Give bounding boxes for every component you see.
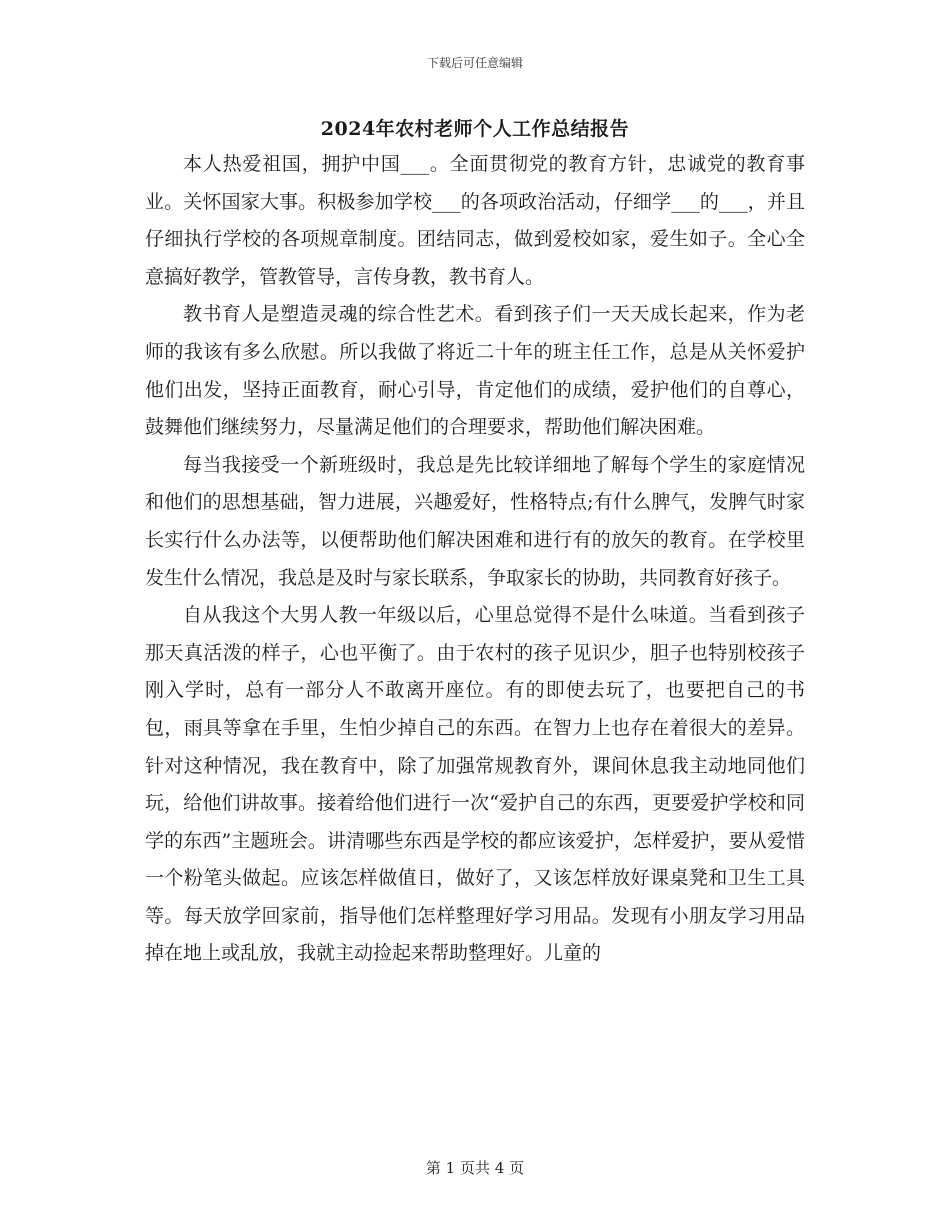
header-note: 下载后可任意编辑 — [426, 56, 523, 70]
page-footer: 第 1 页共 4 页 — [425, 1159, 525, 1177]
paragraph: 自从我这个大男人教一年级以后，心里总觉得不是什么味道。当看到孩子那天真活泼的样子，心也平衡了。由于农村的孩子见识少，胆子也特别校孩子刚入学时，总有一部分人不敢离开座位。有的即使去玩了，也要把自己的书包，雨具等拿在手里，生怕少掉自己的东西。在智力上也存在着很大的差异。针对这种情况，我在教育中，除了加强常规教育外，课间休息我主动地同他们玩，给他们讲故事。接着给他们进行一次“爱护自己的东西，更要爱护学校和同学的东西”主题班会。讲清哪些东西是学校的都应该爱护，怎样爱护，要从爱惜一个粉笔头做起。应该怎样做值日，做好了，又该怎样放好课桌凳和卫生工具等。每天放学回家前，指导他们怎样整理好学习用品。发现有小朋友学习用品掉在地上或乱放，我就主动捡起来帮助整理好。儿童的 — [145, 604, 805, 965]
paragraph: 每当我接受一个新班级时，我总是先比较详细地了解每个学生的家庭情况和他们的思想基础，智力进展，兴趣爱好，性格特点;有什么脾气，发脾气时家长实行什么办法等，以便帮助他们解决困难和进行有的放矢的教育。在学校里发生什么情况，我总是及时与家长联系，争取家长的协助，共同教育好孩子。 — [145, 453, 805, 589]
paragraph: 本人热爱祖国，拥护中国___。全面贯彻党的教育方针，忠诚党的教育事业。关怀国家大事。积极参加学校___的各项政治活动，仔细学___的___，并且仔细执行学校的各项规章制度。团结同志，做到爱校如家，爱生如子。全心全意搞好教学，管教管导，言传身教，教书育人。 — [145, 153, 805, 288]
paragraph: 教书育人是塑造灵魂的综合性艺术。看到孩子们一天天成长起来，作为老师的我该有多么欣慰。所以我做了将近二十年的班主任工作，总是从关怀爱护他们出发，坚持正面教育，耐心引导，肯定他们的成绩，爱护他们的自尊心，鼓舞他们继续努力，尽量满足他们的合理要求，帮助他们解决困难。 — [145, 303, 805, 439]
document-body — [145, 146, 805, 973]
document-title: 2024年农村老师个人工作总结报告 — [320, 118, 630, 140]
